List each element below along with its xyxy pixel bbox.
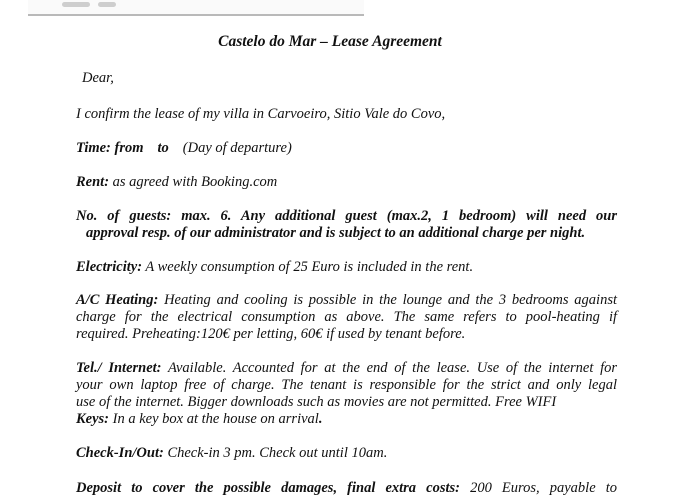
keys-label: Keys: <box>76 411 110 427</box>
ac-line-1: A/C Heating: Heating and cooling is possible in the lounge and the 3 bedrooms against <box>76 292 617 308</box>
electricity-value: A weekly consumption of 25 Euro is included in the rent. <box>142 259 474 275</box>
guests-line-1: No. of guests: max. 6. Any additional guest (max.2, 1 bedroom) will need our <box>76 208 617 224</box>
keys-value: In a key box at the house on arrival <box>109 411 319 427</box>
ac-heating-paragraph <box>76 292 617 343</box>
rent-value: as agreed with Booking.com <box>109 174 278 190</box>
deposit-value: 200 Euros, payable to <box>459 480 617 496</box>
internet-line-1: Tel./ Internet: Available. Accounted for at the end of the lease. Use of the internet for <box>76 360 617 376</box>
rent-label: Rent: <box>76 174 110 190</box>
electricity-row <box>76 259 473 276</box>
electricity-label: Electricity: <box>76 259 143 275</box>
checkin-value: Check-in 3 pm. Check out until 10am. <box>163 445 388 461</box>
time-row <box>76 140 292 157</box>
guests-paragraph <box>76 208 617 242</box>
time-note: (Day of departure) <box>182 140 292 156</box>
checkin-row <box>76 445 387 462</box>
keys-row: Keys: In a key box at the house on arrival. <box>76 411 323 427</box>
ac-line-3: required. Preheating:120€ per letting, 60€ if used by tenant before. <box>76 326 466 342</box>
scan-smudge <box>98 2 116 7</box>
guests-line-2: approval resp. of our administrator and is subject to an additional charge per night. <box>86 225 586 241</box>
scan-smudge <box>62 2 90 7</box>
deposit-label: Deposit to cover the possible damages, final extra costs: <box>76 480 460 496</box>
scanned-header-strip <box>28 0 364 16</box>
document-title: Castelo do Mar – Lease Agreement <box>218 33 442 50</box>
checkin-label: Check-In/Out: <box>76 445 164 461</box>
rent-row <box>76 174 277 191</box>
internet-line-3: use of the internet. Bigger downloads such as movies are not permitted. Free WIFI <box>76 394 557 410</box>
internet-line-2: your own laptop free of charge. The tenant is responsible for the strict and only legal <box>76 377 617 393</box>
ac-line-2: charge for the electrical consumption as above. The same refers to pool-heating if <box>76 309 617 325</box>
internet-paragraph <box>76 360 617 428</box>
salutation: Dear, <box>82 70 114 86</box>
time-label: Time: from <box>76 140 144 156</box>
intro-text: I confirm the lease of my villa in Carvoeiro, Sitio Vale do Covo, <box>76 106 446 122</box>
ac-label: A/C Heating: <box>76 292 159 308</box>
internet-label: Tel./ Internet: <box>76 360 162 376</box>
deposit-row <box>76 480 617 497</box>
time-to: to <box>157 140 169 156</box>
